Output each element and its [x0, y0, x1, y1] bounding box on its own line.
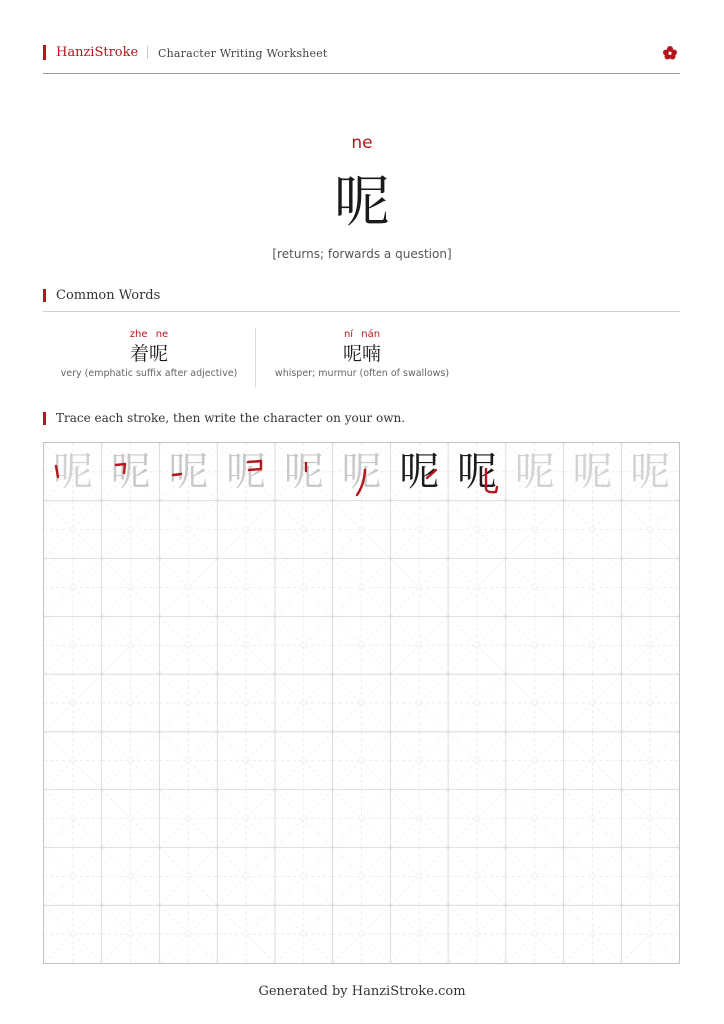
word-pinyin: ní nán: [343, 329, 381, 340]
trace-section-title: [43, 411, 680, 427]
worksheet-subtitle: Character Writing Worksheet: [158, 47, 328, 60]
trace-cell[interactable]: [275, 443, 333, 501]
grid-guidelines: [44, 443, 679, 963]
trace-character: 呢: [53, 449, 93, 495]
trace-character: 呢: [514, 449, 555, 495]
current-stroke: [486, 469, 497, 492]
trace-character: 呢: [110, 449, 151, 495]
brand-name[interactable]: HanziStroke: [56, 45, 139, 60]
current-stroke: [173, 474, 181, 475]
word-hanzi: 着呢: [129, 343, 168, 365]
trace-character: 呢: [283, 449, 324, 495]
trace-character: 呢: [341, 449, 382, 495]
trace-cell[interactable]: [621, 443, 679, 501]
section-accent-bar: [43, 412, 46, 425]
trace-character: 呢: [630, 449, 671, 495]
character-hanzi: 呢: [334, 170, 390, 235]
stroke-highlight: [448, 443, 506, 501]
footer-credit[interactable]: Generated by HanziStroke.com: [258, 984, 466, 999]
trace-character: 呢: [226, 449, 267, 495]
trace-cell[interactable]: [102, 443, 160, 501]
brand-accent-bar: [43, 45, 46, 60]
stroke-highlight: [44, 443, 102, 501]
current-stroke: [357, 470, 365, 495]
stroke-highlight: [390, 443, 448, 501]
common-word-item: [43, 328, 255, 384]
trace-character: 呢: [168, 449, 209, 495]
stroke-highlight: [275, 443, 333, 501]
trace-cell[interactable]: [159, 443, 217, 501]
word-pinyin: zhe ne: [129, 329, 169, 340]
trace-cell[interactable]: [448, 443, 506, 501]
current-stroke: [248, 461, 261, 470]
section-accent-bar: [43, 289, 46, 302]
trace-character: 呢: [399, 449, 440, 495]
trace-instruction: Trace each stroke, then write the character on your own.: [56, 411, 406, 425]
trace-cell[interactable]: [506, 443, 564, 501]
trace-cell[interactable]: [333, 443, 391, 501]
word-definition: whisper; murmur (often of swallows): [274, 368, 450, 379]
header-divider: [147, 46, 148, 59]
stroke-highlight: [102, 443, 160, 501]
current-stroke: [116, 464, 125, 473]
common-words-heading: Common Words: [56, 288, 161, 303]
worksheet-header: [43, 42, 680, 74]
common-word-item: [256, 328, 468, 384]
plum-blossom-icon[interactable]: [662, 45, 678, 61]
word-hanzi: 呢喃: [342, 343, 381, 365]
trace-character: 呢: [572, 449, 613, 495]
trace-cell[interactable]: [390, 443, 448, 501]
trace-row: [44, 443, 679, 501]
practice-grid[interactable]: [43, 442, 680, 964]
stroke-highlight: [333, 443, 391, 501]
trace-cell[interactable]: [44, 443, 102, 501]
current-stroke: [427, 470, 436, 478]
trace-cell[interactable]: [564, 443, 622, 501]
common-words-section-title: [43, 288, 680, 312]
stroke-highlight: [159, 443, 217, 501]
character-pinyin: ne: [351, 133, 373, 153]
word-definition: very (emphatic suffix after adjective): [60, 368, 238, 379]
character-meaning: [returns; forwards a question]: [272, 247, 452, 261]
trace-character: 呢: [457, 449, 498, 495]
trace-cell[interactable]: [217, 443, 275, 501]
current-stroke: [56, 466, 58, 477]
stroke-highlight: [217, 443, 275, 501]
